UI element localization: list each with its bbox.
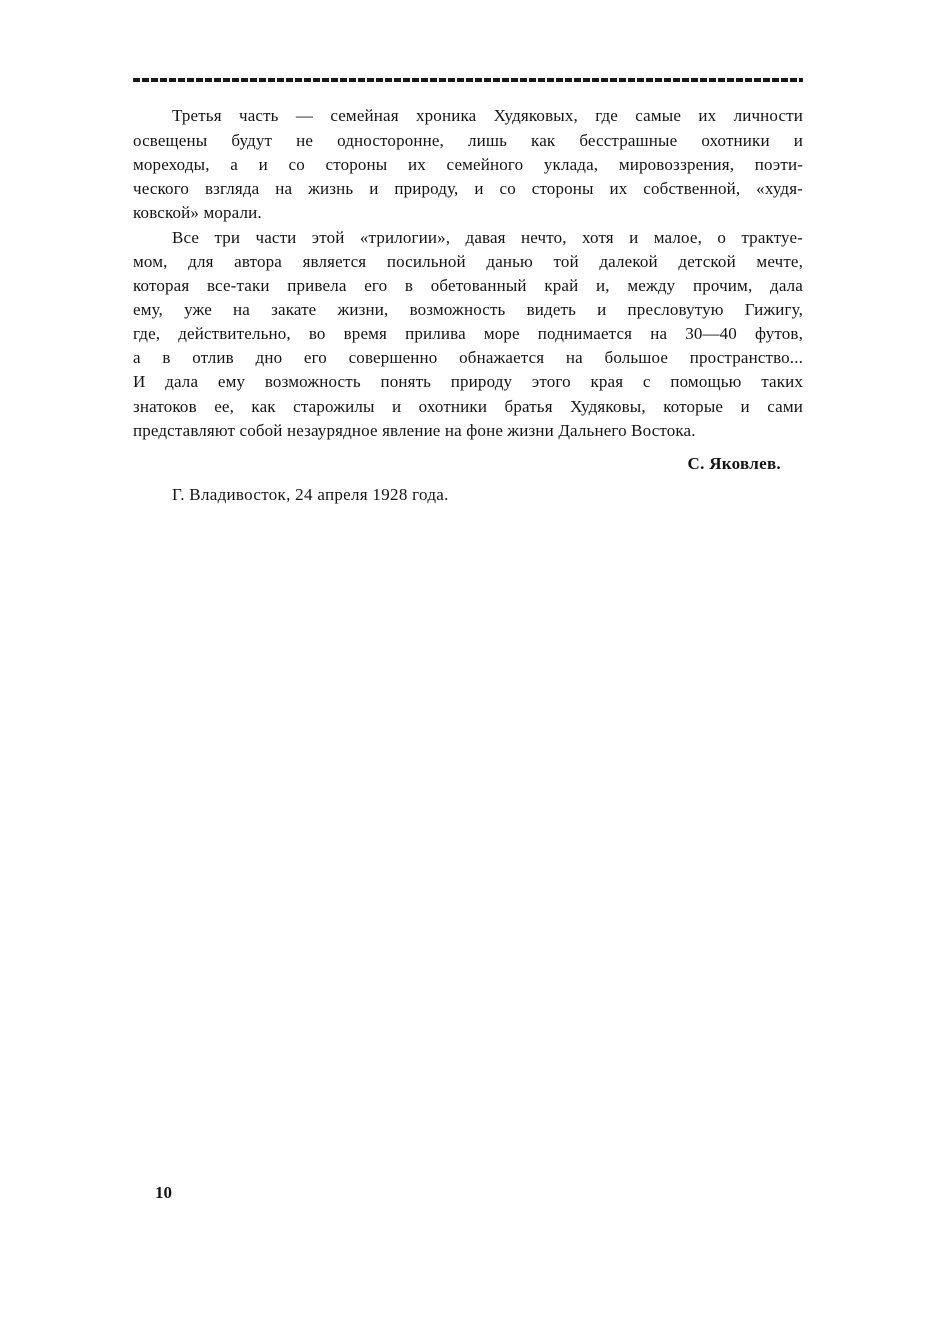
text-line: где, действительно, во время прилива море поднимается на 30—40 футов, <box>133 324 803 343</box>
text-line: мореходы, а и со стороны их семейного уклада, мировоззрения, поэти- <box>133 155 803 174</box>
text-line: ческого взгляда на жизнь и природу, и со стороны их собственной, «худя- <box>133 179 803 198</box>
text-line: знатоков ее, как старожилы и охотники братья Худяковы, которые и сами <box>133 397 803 416</box>
text-line: ему, уже на закате жизни, возможность видеть и пресловутую Гижигу, <box>133 300 803 319</box>
text-line: И дала ему возможность понять природу этого края с помощью таких <box>133 372 803 391</box>
text-line: представляют собой незаурядное явление на фоне жизни Дальнего Востока. <box>133 421 696 440</box>
text-line: Все три части этой «трилогии», давая нечто, хотя и малое, о трактуе- <box>172 228 803 247</box>
text-line: которая все-таки привела его в обетованный край и, между прочим, дала <box>133 276 803 295</box>
text-line: а в отлив дно его совершенно обнажается на большое пространство... <box>133 348 803 367</box>
text-line: ковской» морали. <box>133 203 262 222</box>
page-number: 10 <box>155 1183 172 1202</box>
place-date-line: Г. Владивосток, 24 апреля 1928 года. <box>172 485 449 504</box>
decorative-top-rule <box>133 78 803 82</box>
text-line: Третья часть — семейная хроника Худяковых, где самые их личности <box>172 106 803 125</box>
author-signature: С. Яковлев. <box>687 454 781 473</box>
text-line: освещены будут не односторонне, лишь как бесстрашные охотники и <box>133 131 803 150</box>
text-line: мом, для автора является посильной данью той далекой детской мечте, <box>133 252 803 271</box>
